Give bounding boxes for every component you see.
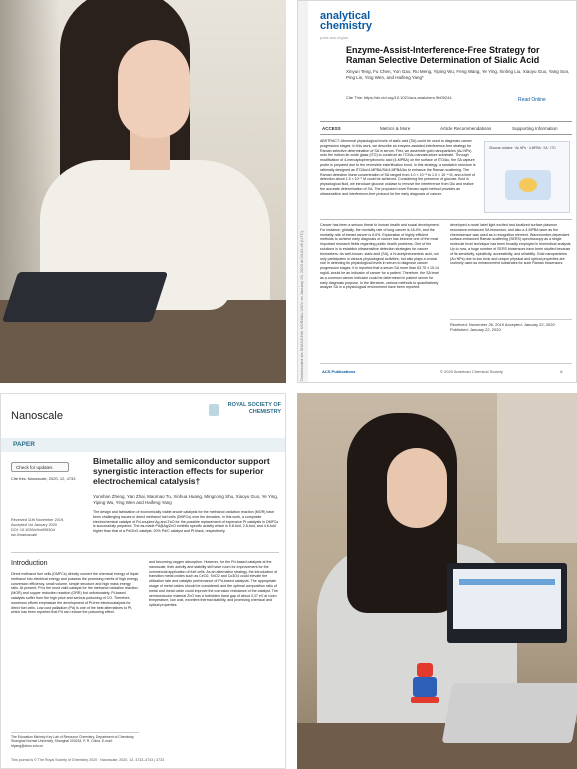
face	[118, 40, 190, 138]
received-dates: Received: November 26, 2019 Accepted: January 22, 2020 Published: January 22, 2020	[450, 319, 572, 332]
section-badge	[1, 438, 286, 452]
access-bar	[320, 121, 572, 135]
abstract: ABSTRACT: Abnormal physiological levels of sialic acid (SA) could be used to diagnosis cancer progression stages. In this work, we describe an enzyme-assisted-interference-free strategy for Raman selective determination of SA in serum. First, we assemble gold nanoparticles (Au NPs) onto the indium tin oxide glass (ITO) to construct an ITO/Au nanostructure substrate. Through modification of 4-mercaptophenylboronic acid (4-MPBA) on the surface of ITO/Au, the SA capture probe is prepared due to the reversible esterification bond. In this strategy, a sandwich structure is rationally designed as ITO/Au/4-MPBA/SA/4-MPBA/Au to enhance the Raman scattering. The Raman detection linear concentration of SA ranged from 1.0 × 10⁻⁸ to 1.0 × 10⁻⁴ M, and a limit of detection about 1.5 × 10⁻⁹ M could be achieved. Considering the presence of glucose, fluid in physiological fluid, we introduce glucose oxidase to remove the interference from Glu and realize the accurate determination of SA. The proposed novel Raman rapid method provides an ultrasensitive and interference-free protocol for the early diagnosis of cancer.	[320, 139, 476, 196]
section-divider	[11, 552, 279, 553]
check-updates-button[interactable]: Check for updates	[11, 462, 69, 472]
figurine-body	[413, 677, 437, 697]
cite-text: Cite this: Nanoscale, 2020, 12, 4733	[11, 476, 76, 481]
affiliation: The Education Ministry Key Lab of Resource Chemistry, Department of Chemistry, Shanghai Normal University, Shanghai 200234, P. R. China. E-mail: hfyang@shnu.edu.cn	[11, 732, 139, 748]
body-column-2: and becoming oxygen adsorption. However, for the Pd-based catalysts at the nanoscale, their activity and stability still have room for improvement for the commercial application of fuel cells. As an alternative strategy, the introduction of transition metal oxides such as CeO2, SnO2 and Co3O4 could elevate the utilization rate and catalytic performance of Pd-based catalysts. The appropriate usage of metal oxides should be considered and the optimal composition ratio of metal and metal oxide could improve the corrosion resistance of the catalyst. The semiconductor material ZnO has a forbidden band gap of about 3.37 eV at room temperature, low cost, excellent thermal stability, and promising chemical and optical properties.	[149, 560, 278, 608]
laptop	[2, 272, 168, 322]
copyright: © 2020 American Chemical Society	[440, 369, 503, 374]
figurine-feet	[411, 697, 439, 703]
publisher-logo: ACS Publications	[322, 369, 356, 374]
supporting-information-link[interactable]: Supporting Information	[512, 126, 558, 131]
download-notice: Downloaded via SHANGHAI NORMAL UNIV on January 26, 2020 at 04:41:46 (UTC).	[299, 229, 304, 381]
body-column-1: Cancer has been a serious threat to human health and social development. For instance, globally, the mortality rate of lung cancer is 18.4%, and the mortality rate of breast cancer is 6.6%. Exploration of highly efficient methods to achieve early diagnosis of cancer has become one of the most important research fields regarding public health problems. One of the solutions is to establish ultrasensitive detection strategies for cancer biomarkers. As well-known, sialic acid (SA), a N-acetylneuraminic acid, not only participates in various physiological activities, but also plays a crucial role in detecting its physiological levels in serum to diagnose cancer progression stages. It is reported that a serum SA more than 63.75 ± 15.14 mg/dL would be an indicator of cancer for a patient. Therefore, the SA level as a common cancer indicator could be determined in patient serum for early diagnosis purpose. In the literature, various methods to quantitatively analyze SA in a physiological environment have been reported.	[320, 223, 440, 290]
journal-url: pubs.acs.org/ac	[320, 35, 349, 40]
monitor-screen	[453, 569, 561, 629]
download-sidebar	[298, 1, 308, 383]
metrics-link[interactable]: Metrics & More	[380, 126, 411, 131]
page-number: A	[560, 369, 563, 374]
body-column-2: developed a novel label light excited and localized surface plasmon resonance-enhanced SA biosensor, and also a 4-MPBA laser as the chemosensor was used as a recognition element. Wavenumber-dependent surface-enhanced Raman scattering (SERS) spectroscopy as a single molecule level technique has been broadly employed in biomedical analysis. Up to now, a huge number of SERS biosensors have been studied because of its sensitivity, specificity, accessibility, and reliability. Gold nanoparticles (Au NPs) due to low toxic and unique physical and optical properties are routinely used as enhancement substrates for such Raman biosensors.	[450, 223, 572, 266]
screen-banner	[459, 579, 555, 585]
keyboard	[442, 683, 577, 743]
photo-researcher-at-computer	[297, 393, 577, 769]
journal-name: Nanoscale	[11, 410, 63, 422]
cite-text: Cite This: https://dx.doi.org/10.1021/acs.analchem.9b05244	[346, 95, 452, 100]
journal-logo-line1: analytical	[320, 10, 371, 22]
figurine-head	[417, 663, 433, 677]
body-column-1: Direct methanol fuel cells (DMFCs) directly convert the chemical energy of liquid methanol into electrical energy and possess the promising merits of high energy conversion efficiency, small volume, simple structure and high mass energy ratio. At present, Pt is the most valid catalyst for the methanol oxidation reaction (MOR) and copper reduction reaction (ORR) but unfortunately, Pt-based catalysts suffer from the high price and serious poisoning of CO. Therefore, numerous efforts emphasize the development of Pt-free electrocatalysts for direct fuel cells. Low cost palladium (Pd) is one of the best alternatives to Pt, which has been reported that Pd can reduce the poisoning effect.	[11, 572, 139, 615]
analytical-chemistry-paper	[297, 0, 577, 383]
nanoparticle-shape	[519, 178, 537, 192]
introduction-heading: Introduction	[11, 560, 48, 567]
face	[387, 448, 447, 528]
abstract: The design and fabrication of economically viable anode catalysts for the methanol oxidation reaction (MOR) have been challenging issues in direct methanol fuel cells (DMFCs) over the decades. In this work, a composite electrochemical catalyst of Pd-coupled Ag and ZnO for the possible replacement of expensive Pt catalysts in DMFCs is successfully prepared. The as-made Pd@Ag/ZnO exhibits specific activity which is 5.8-fold, 2.8-fold, and 4.6-fold higher than that of a Pd/ZnO catalyst, 20% Pd/C catalyst and Pt black, respectively.	[93, 510, 279, 534]
received-dates: Received 11th November 2019, Accepted 1st January 2020 DOI: 10.1039/c9nr09630d rsc.li/nanoscale	[11, 518, 65, 537]
monitor	[447, 563, 567, 643]
photo-researcher-at-desk	[0, 0, 286, 383]
journal-logo-line2: chemistry	[320, 20, 372, 32]
journal-logo	[320, 11, 372, 31]
toy-figurine	[407, 663, 443, 703]
figure-labels: Glucose oxidase · Au NPs · 4-MPBA · SA · ITO	[489, 146, 556, 150]
paper-authors: Xinyun Teng, Fu Chen, Yun Gao, Ru Meng, Yiping Wu, Feng Wang, Ye Ying, Xinling Liu, Xiaoyu Guo, Yang Sun, Ping Lin, Ying Wen, and Haifeng Yang*	[346, 69, 570, 80]
cite-row	[346, 93, 570, 113]
section-divider	[320, 219, 572, 220]
paper-title: Bimetallic alloy and semiconductor support synergistic interaction effects for superior electrochemical catalysis†	[93, 456, 270, 486]
paper-authors: Yunshan Zheng, Yan Zhai, Maomao Tu, Xinhua Huang, Mingcong Shu, Xiaoyu Guo, Ye Ying, Yiping Wu, Ying Wen and Haifeng Yang	[93, 494, 278, 505]
paper-footer	[320, 363, 572, 377]
rsc-logo: ROYAL SOCIETY OF CHEMISTRY	[227, 402, 281, 415]
abstract-figure	[484, 141, 570, 213]
article-recommendations-link[interactable]: Article Recommendations	[440, 126, 492, 131]
nanoscale-paper	[0, 393, 286, 769]
paper-footer: This journal is © The Royal Society of Chemistry 2020 · Nanoscale, 2020, 12, 4733–4743 | 4733	[11, 758, 165, 762]
access-label: ACCESS	[322, 126, 341, 131]
section-label: PAPER	[13, 441, 35, 448]
paper-title: Enzyme-Assist-Interference-Free Strategy for Raman Selective Determination of Sialic Acid	[346, 45, 540, 65]
window	[497, 393, 577, 543]
read-online-link[interactable]: Read Online	[518, 97, 546, 103]
